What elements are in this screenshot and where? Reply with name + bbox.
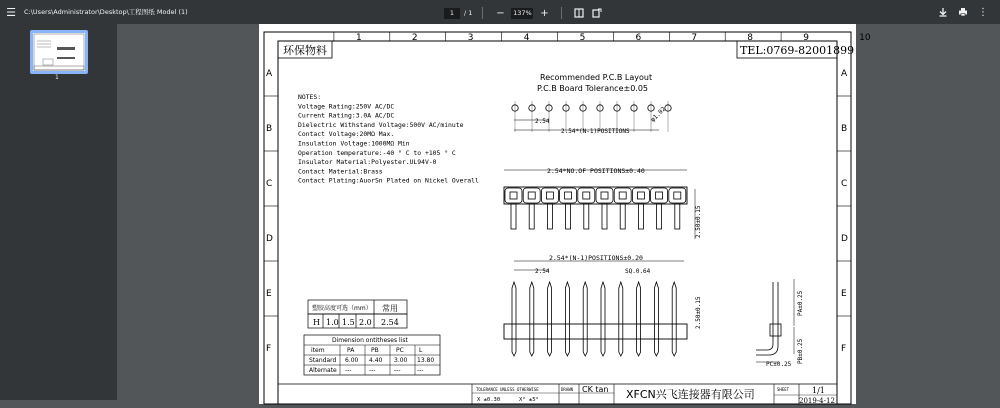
dim-table-cell: Alternate: [309, 367, 337, 374]
dim-no-of-positions-label: 2.54*NO.OF POSITIONS±0.40: [547, 167, 645, 175]
rotate-icon[interactable]: [590, 6, 604, 20]
note-line: Contact Voltage:20MΩ Max.: [298, 130, 395, 139]
notes-block: [298, 93, 479, 185]
pdf-page: [259, 24, 871, 405]
more-vert-icon[interactable]: ⋮: [978, 6, 988, 18]
front-pin: [601, 282, 605, 356]
pin-lead: [638, 204, 643, 229]
company-name: XFCN兴飞连接器有限公司: [626, 388, 755, 401]
pin-lead: [529, 204, 534, 229]
dim-table-cell: ---: [394, 367, 401, 374]
dim-pitch-n1-020-label: 2.54*(N-1)POSITIONS±0.20: [549, 254, 643, 262]
front-pin: [512, 282, 516, 356]
dim-table-header: PC: [396, 347, 404, 354]
zoom-in-button[interactable]: +: [540, 7, 549, 19]
dim-table-cell: 6.00: [345, 357, 359, 364]
dim-table-cell: ---: [417, 367, 424, 374]
front-pin: [548, 282, 552, 356]
drawing-date: 2019-4-12: [799, 397, 835, 405]
column-marker: 4: [523, 33, 530, 43]
dim-table-cell: ---: [369, 367, 376, 374]
tel-label: TEL:0769-82001899: [740, 44, 855, 57]
row-marker: D: [266, 234, 273, 244]
pin-lead: [566, 204, 571, 229]
dim-table-header: PA: [347, 347, 355, 354]
row-marker: A: [266, 69, 273, 79]
column-marker: 1: [356, 33, 362, 43]
fit-page-icon[interactable]: [572, 6, 586, 20]
column-marker: 7: [691, 33, 698, 43]
row-marker: C: [841, 179, 848, 189]
side-pc-label: PC±0.25: [766, 361, 792, 368]
dim-pitch-n1-label: 2.54*(N-1)POSITIONS: [561, 128, 630, 135]
note-line: NOTES:: [298, 93, 322, 101]
sheet-value: 1/1: [812, 386, 825, 395]
column-marker: 3: [467, 33, 474, 43]
angle-tolerance: X° ±5°: [519, 397, 539, 403]
row-marker: D: [841, 234, 848, 244]
note-line: Voltage Rating:250V AC/DC: [298, 102, 395, 111]
row-marker: E: [841, 289, 847, 299]
row-marker: E: [266, 289, 272, 299]
height-val-2: 1.5: [342, 318, 355, 327]
hamburger-icon[interactable]: ☰: [6, 5, 16, 19]
front-pin: [565, 282, 569, 356]
pin-lead: [547, 204, 552, 229]
height-val-1: 1.0: [326, 318, 339, 327]
dim-table-cell: ---: [345, 367, 352, 374]
document-title: C:\Users\Administrator\Desktop\工程图纸 Model (1): [24, 8, 188, 16]
print-icon[interactable]: [956, 5, 970, 19]
dim-table-cell: 4.40: [369, 357, 383, 364]
toolbar-divider: [561, 7, 562, 19]
note-line: Dielectric Withstand Voltage:500V AC/minute: [298, 120, 464, 129]
note-line: Operation temperature:-40 ° C to +105 ° C: [298, 148, 456, 157]
height-table-h: H: [313, 318, 320, 327]
page-number-input[interactable]: 1: [444, 8, 460, 19]
dim-table-cell: 3.00: [394, 357, 408, 364]
x-tolerance: X ±0.30: [477, 397, 501, 403]
engineering-drawing: [259, 24, 871, 405]
pin-lead: [511, 204, 516, 229]
pin-lead: [602, 204, 607, 229]
dim-front-height-label: 2.50±0.15: [695, 296, 702, 329]
front-pin: [637, 282, 641, 356]
note-line: Current Rating:3.0A AC/DC: [298, 111, 395, 120]
header-side-view: [756, 279, 794, 362]
pcb-layout-title: Recommended P.C.B Layout: [540, 73, 653, 82]
row-marker: F: [266, 344, 272, 354]
column-marker: 2: [411, 33, 418, 43]
zoom-out-button[interactable]: −: [496, 7, 505, 19]
dim-table-header: L: [419, 347, 423, 354]
pcb-tolerance-title: P.C.B Board Tolerance±0.05: [537, 84, 648, 93]
thumbnail-page-number: 1: [55, 74, 59, 81]
download-icon[interactable]: [936, 5, 950, 19]
front-pin: [654, 282, 658, 356]
row-marker: A: [841, 69, 848, 79]
dim-pitch-label: 2.54: [535, 118, 550, 125]
column-marker: 6: [635, 33, 642, 43]
column-marker: 10: [859, 33, 871, 43]
pin-lead: [657, 204, 662, 229]
page-thumbnail[interactable]: [30, 30, 88, 74]
brand-label: 环保物料: [283, 44, 327, 57]
column-marker: 8: [747, 33, 754, 43]
front-pin: [672, 282, 676, 356]
dim-body-height-label: 2.50±0.15: [695, 205, 702, 238]
drawn-label: DRAWN: [561, 387, 574, 392]
front-pin: [583, 282, 587, 356]
row-marker: C: [266, 179, 273, 189]
dimension-table-cells: [309, 347, 434, 374]
page-total: / 1: [464, 9, 473, 17]
tolerance-label: TOLERANCE UNLESS OTHERWISE: [476, 387, 539, 392]
dim-hole-label: φ1.02: [649, 105, 668, 124]
column-marker: 5: [579, 33, 586, 43]
note-line: Contact Plating:AuorSn Plated on Nickel Overall: [298, 176, 479, 185]
note-line: Insulator Material:Polyester.UL94V-0: [298, 158, 437, 167]
height-table-common: 常用: [382, 304, 398, 313]
dim-sq-label: SQ.0.64: [625, 268, 651, 275]
dim-table-header: PB: [371, 347, 379, 354]
dim-table-cell: 13.80: [417, 357, 435, 364]
page-navigator: [444, 6, 604, 20]
row-marker: B: [266, 124, 273, 134]
front-pin: [619, 282, 623, 356]
pdf-toolbar: [0, 0, 1000, 24]
height-val-3: 2.0: [359, 318, 372, 327]
toolbar-divider: [482, 7, 483, 19]
header-front-view: [504, 282, 687, 356]
dim-table-title: Dimension ontitheses list: [332, 337, 408, 344]
pin-lead: [584, 204, 589, 229]
drawn-by: CK tan: [582, 385, 609, 394]
sheet-label: SHEET: [777, 387, 790, 392]
dim-table-cell: Standard: [309, 357, 337, 364]
side-pb-label: PB±0.25: [797, 338, 804, 364]
front-pin: [530, 282, 534, 356]
header-top-view: [504, 187, 687, 229]
pin-lead: [675, 204, 680, 229]
column-marker: 9: [803, 33, 809, 43]
row-marker: B: [841, 124, 848, 134]
note-line: Contact Material:Brass: [298, 167, 383, 176]
dim-table-header: item: [311, 347, 325, 354]
pin-lead: [620, 204, 625, 229]
height-val-4: 2.54: [381, 318, 399, 327]
dim-pitch-label-2: 2.54: [535, 268, 550, 275]
note-line: Insulation Voltage:1000MΩ Min: [298, 139, 410, 148]
row-marker: F: [841, 344, 847, 354]
height-table-title: 塑胶高度可选（mm）: [312, 305, 372, 312]
thumbnail-sidebar: [0, 24, 117, 400]
zoom-level-input[interactable]: 137%: [513, 9, 532, 17]
side-pa-label: PA±0.25: [797, 290, 804, 316]
